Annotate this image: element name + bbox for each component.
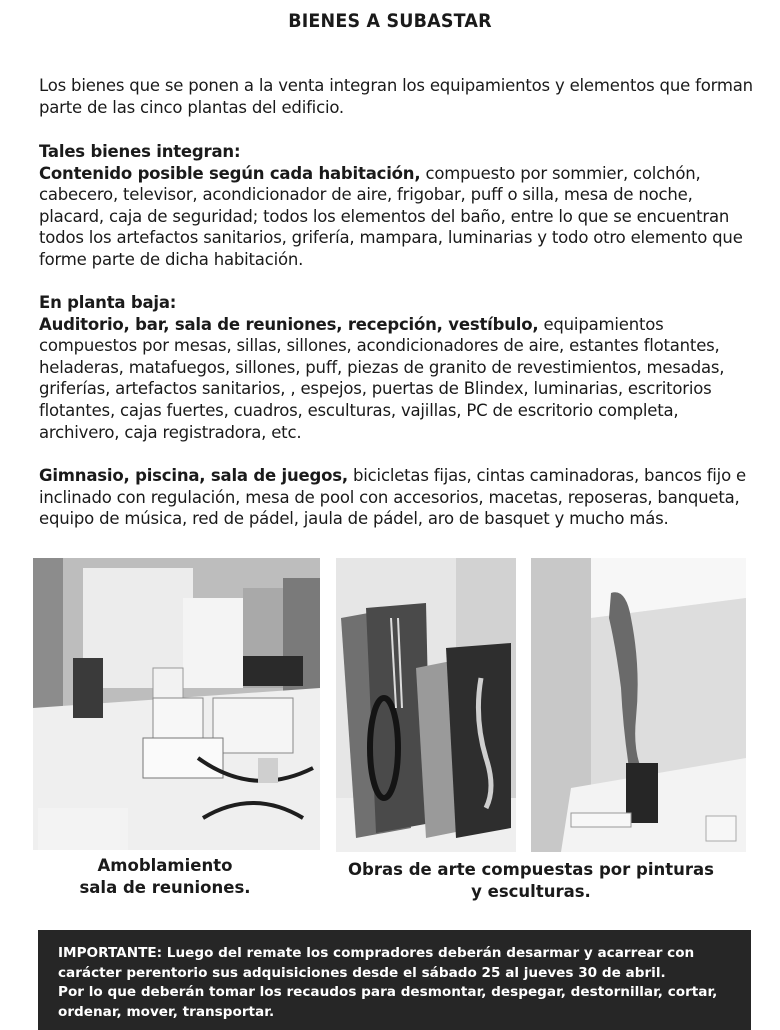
notice-line2: Por lo que deberán tomar los recaudos para desmontar, despegar, destornillar, cortar, ordenar, mover, transportar. — [58, 984, 718, 1020]
ground-floor-lead: Auditorio, bar, sala de reuniones, recepción, vestíbulo, — [39, 314, 539, 334]
gym-paragraph — [39, 465, 761, 530]
artworks-caption-line2: y esculturas. — [471, 882, 591, 901]
ground-floor-paragraph — [39, 314, 761, 444]
page-title: BIENES A SUBASTAR — [288, 10, 492, 32]
ground-floor-heading: En planta baja: — [39, 293, 177, 312]
important-notice — [38, 930, 751, 1030]
artworks-caption-line1: Obras de arte compuestas por pinturas — [348, 860, 714, 879]
rooms-paragraph — [39, 163, 761, 271]
gym-lead: Gimnasio, piscina, sala de juegos, — [39, 466, 348, 485]
artworks-caption — [338, 859, 724, 903]
intro-paragraph — [39, 75, 761, 118]
notice-line1: IMPORTANTE: Luego del remate los compradores deberán desarmar y acarrear con carácter perentorio sus adquisiciones desde el sábado 25 al jueves 30 de abril. — [58, 945, 695, 981]
meeting-room-caption-line2: sala de reuniones. — [79, 878, 251, 897]
intro-text: Los bienes que se ponen a la venta integran los equipamientos y elementos que forman parte de las cinco plantas del edificio. — [39, 76, 753, 117]
gym-section — [39, 465, 761, 530]
ground-floor-body: equipamientos compuestos por mesas, sillas, sillones, acondicionadores de aire, estantes flotantes, heladeras, matafuegos, sillones, puff, piezas de granito de revestimientos, mesadas, griferías, artefactos sanitarios, , espejos, puertas de Blindex, luminarias, escritorios flotantes, cajas fuertes, cuadros, esculturas, vajillas, PC de escritorio completa, archivero, caja registradora, etc. — [39, 314, 725, 442]
meeting-room-caption — [60, 855, 270, 899]
paintings-photo — [336, 558, 516, 852]
gym-body: bicicletas fijas, cintas caminadoras, bancos fijo e inclinado con regulación, mesa de pool con accesorios, macetas, reposeras, banqueta, equipo de música, red de pádel, jaula de pádel, aro de basquet y mucho más. — [39, 466, 746, 529]
rooms-section — [39, 141, 761, 271]
rooms-heading: Tales bienes integran: — [39, 142, 241, 161]
ground-floor-section — [39, 292, 761, 443]
rooms-body: compuesto por sommier, colchón, cabecero, televisor, acondicionador de aire, frigobar, puff o silla, mesa de noche, placard, caja de seguridad; todos los elementos del baño, entre lo que se encuentran todos los artefactos sanitarios, grifería, mampara, luminarias y todo otro elemento que forme parte de dicha habitación. — [39, 163, 743, 269]
rooms-lead: Contenido posible según cada habitación, — [39, 163, 421, 183]
meeting-room-photo — [33, 558, 320, 850]
meeting-room-caption-line1: Amoblamiento — [97, 856, 233, 875]
sculpture-photo — [531, 558, 746, 852]
